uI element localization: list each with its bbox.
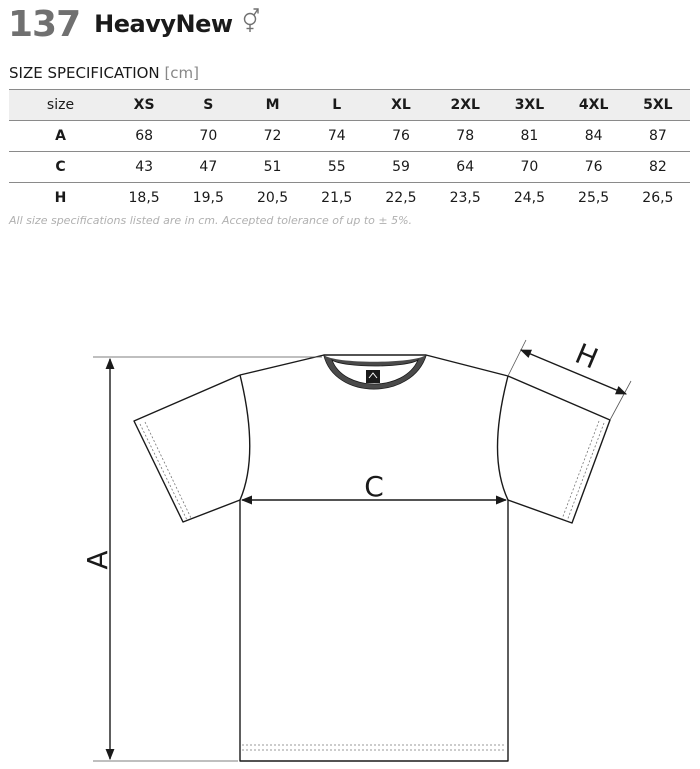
table-cell: 76 <box>369 121 433 152</box>
table-cell: 24,5 <box>513 190 545 206</box>
table-cell: 59 <box>369 152 433 183</box>
size-spec-title-text: SIZE SPECIFICATION <box>9 64 160 82</box>
dimension-label-h: H <box>570 336 603 376</box>
size-header-label: size <box>9 90 112 121</box>
measurement-a <box>81 357 322 761</box>
table-cell: 23,5 <box>449 190 481 206</box>
table-cell: 81 <box>497 121 561 152</box>
table-cell: 78 <box>433 121 497 152</box>
table-cell: 55 <box>305 152 369 183</box>
product-name: HeavyNew <box>94 10 233 38</box>
size-header-cell: 4XL <box>562 90 626 121</box>
table-cell: 26,5 <box>642 190 674 206</box>
table-cell: 43 <box>112 152 176 183</box>
size-header-cell: 2XL <box>433 90 497 121</box>
dimension-label-c: C <box>364 470 384 503</box>
table-cell: 51 <box>240 152 304 183</box>
table-cell: 47 <box>176 152 240 183</box>
size-header-cell: 3XL <box>497 90 561 121</box>
table-cell: 74 <box>305 121 369 152</box>
row-label: H <box>54 190 67 206</box>
neck-label-logo <box>366 370 380 383</box>
table-cell: 76 <box>562 152 626 183</box>
table-cell: 21,5 <box>321 190 353 206</box>
measurement-c <box>242 470 506 503</box>
size-header-cell: XL <box>369 90 433 121</box>
table-cell: 64 <box>433 152 497 183</box>
size-header-cell: S <box>176 90 240 121</box>
table-cell: 87 <box>626 121 690 152</box>
tolerance-note: All size specifications listed are in cm. Accepted tolerance of up to ± 5%. <box>9 214 413 227</box>
size-header-cell: XS <box>112 90 176 121</box>
table-cell: 72 <box>240 121 304 152</box>
table-cell: 18,5 <box>128 190 160 206</box>
table-cell: 84 <box>562 121 626 152</box>
table-cell: 20,5 <box>256 190 289 206</box>
table-cell: 25,5 <box>578 190 610 206</box>
table-cell: 19,5 <box>192 190 224 206</box>
size-spec-unit: [cm] <box>164 64 200 82</box>
size-header-cell: L <box>305 90 369 121</box>
table-cell: 22,5 <box>385 190 417 206</box>
size-header-cell: M <box>240 90 304 121</box>
table-cell: 70 <box>176 121 240 152</box>
product-code: 137 <box>8 3 81 45</box>
tshirt-outline <box>134 355 610 761</box>
measurement-h <box>508 337 631 420</box>
row-label: C <box>9 152 112 183</box>
dimension-label-a: A <box>81 550 114 570</box>
table-cell: 68 <box>112 121 176 152</box>
table-cell: 82 <box>626 152 690 183</box>
table-cell: 70 <box>497 152 561 183</box>
size-header-cell: 5XL <box>626 90 690 121</box>
row-label: A <box>9 121 112 152</box>
